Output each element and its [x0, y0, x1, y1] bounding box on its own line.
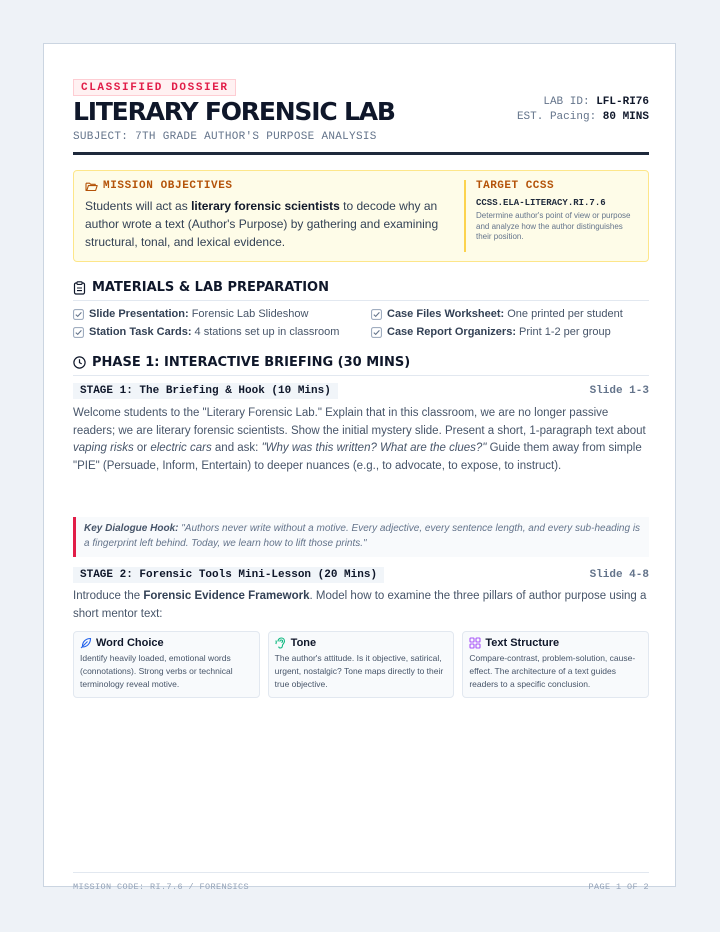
page-number: PAGE 1 OF 2: [588, 882, 649, 892]
folder-icon: [85, 181, 98, 192]
objectives-panel: [73, 170, 649, 262]
stage1-paragraph: Welcome students to the "Literary Forensic Lab." Explain that in this classroom, we are no longer passive readers; we are literary forensic scientists. Show the initial mystery slide. Present a short, 1-paragraph text about vaping risks or electric cars and ask: "Why was this written? What are the clues?" Guide them away from simple "PIE" (Persuade, Inform, Entertain) to deeper nuances (e.g., to advocate, to expose, to instruct).: [73, 407, 646, 472]
tool-title: Word Choice: [96, 637, 164, 649]
objectives-heading-label: MISSION OBJECTIVES: [103, 180, 233, 192]
ear-icon: [275, 637, 287, 649]
clipboard-icon: [73, 281, 86, 295]
stage2-header: [73, 567, 649, 584]
badge-label: CLASSIFIED DOSSIER: [73, 79, 236, 96]
phase1-heading: [73, 355, 649, 376]
phase1-heading-label: PHASE 1: INTERACTIVE BRIEFING (30 MINS): [92, 355, 411, 370]
materials-heading: [73, 280, 649, 301]
material-item: Slide Presentation: Forensic Lab Slideshow: [73, 307, 371, 322]
tool-title: Tone: [290, 637, 317, 649]
objectives-heading: [85, 180, 460, 192]
layout-grid-icon: [469, 637, 481, 649]
material-item: Case Report Organizers: Print 1-2 per group: [371, 325, 649, 340]
tool-card-text-structure: [462, 631, 649, 698]
clock-icon: [73, 356, 86, 369]
stage2-slides: Slide 4-8: [589, 569, 649, 581]
check-square-icon: [73, 327, 84, 338]
ccss-description: Determine author's point of view or purpose and analyze how the author distinguishes their position.: [476, 211, 631, 241]
subject-line: SUBJECT: 7TH GRADE AUTHOR'S PURPOSE ANALYSIS: [73, 131, 377, 143]
tool-card-word-choice: [73, 631, 260, 698]
page-footer: [73, 872, 649, 892]
check-square-icon: [371, 327, 382, 338]
feather-icon: [80, 637, 92, 649]
mission-code: MISSION CODE: RI.7.6 / FORENSICS: [73, 882, 250, 892]
lab-meta: [517, 95, 649, 125]
header-divider: [73, 152, 649, 155]
tool-description: The author's attitude. Is it objective, satirical, urgent, nostalgic? Tone maps directly to their true objective.: [274, 653, 444, 689]
stage2-label: STAGE 2: Forensic Tools Mini-Lesson (20 Mins): [73, 567, 384, 583]
hook-label: Key Dialogue Hook:: [84, 523, 179, 534]
tool-description: Identify heavily loaded, emotional words (connotations). Strong verbs or technical terminology reveal motive.: [80, 653, 233, 689]
materials-heading-label: MATERIALS & LAB PREPARATION: [92, 280, 329, 295]
page-title: LITERARY FORENSIC LAB: [73, 97, 395, 126]
pacing-label: EST. Pacing:: [516, 111, 597, 123]
materials-list: [73, 307, 649, 340]
check-square-icon: [73, 309, 84, 320]
stage1-label: STAGE 1: The Briefing & Hook (10 Mins): [73, 383, 338, 399]
target-ccss: [464, 180, 640, 252]
pacing-row: [517, 110, 649, 125]
stage2-paragraph: Introduce the Forensic Evidence Framework. Model how to examine the three pillars of author purpose using a short mentor text:: [73, 590, 647, 620]
tool-card-tone: [268, 631, 455, 698]
pacing-value: 80 MINS: [602, 111, 649, 123]
mission-objectives: [85, 180, 460, 251]
ccss-heading: TARGET CCSS: [476, 180, 555, 192]
objectives-text: Students will act as literary forensic scientists to decode why an author wrote a text (Author's Purpose) by gathering and examining structural, tonal, and lexical evidence.: [85, 199, 439, 249]
material-item: Case Files Worksheet: One printed per student: [371, 307, 649, 322]
lab-id-label: LAB ID:: [543, 96, 590, 108]
dossier-page: [43, 43, 676, 892]
tool-description: Compare-contrast, problem-solution, cause-effect. The architecture of a text guides readers to a specific conclusion.: [469, 653, 636, 689]
evidence-framework-cards: [73, 631, 649, 698]
lab-id-row: [517, 95, 649, 110]
stage1-slides: Slide 1-3: [589, 385, 649, 397]
lab-id-value: LFL-RI76: [596, 96, 649, 108]
stage1-header: [73, 383, 649, 400]
hook-text: "Authors never write without a motive. Every adjective, every sentence length, and every sub-heading is a fingerprint left behind. Today, we learn how to lift those prints.": [84, 523, 641, 549]
check-square-icon: [371, 309, 382, 320]
classified-badge: [73, 77, 236, 96]
ccss-code: CCSS.ELA-LITERACY.RI.7.6: [476, 198, 606, 208]
dialogue-hook-callout: [73, 517, 649, 557]
material-item: Station Task Cards: 4 stations set up in classroom: [73, 325, 371, 340]
tool-title: Text Structure: [485, 637, 560, 649]
